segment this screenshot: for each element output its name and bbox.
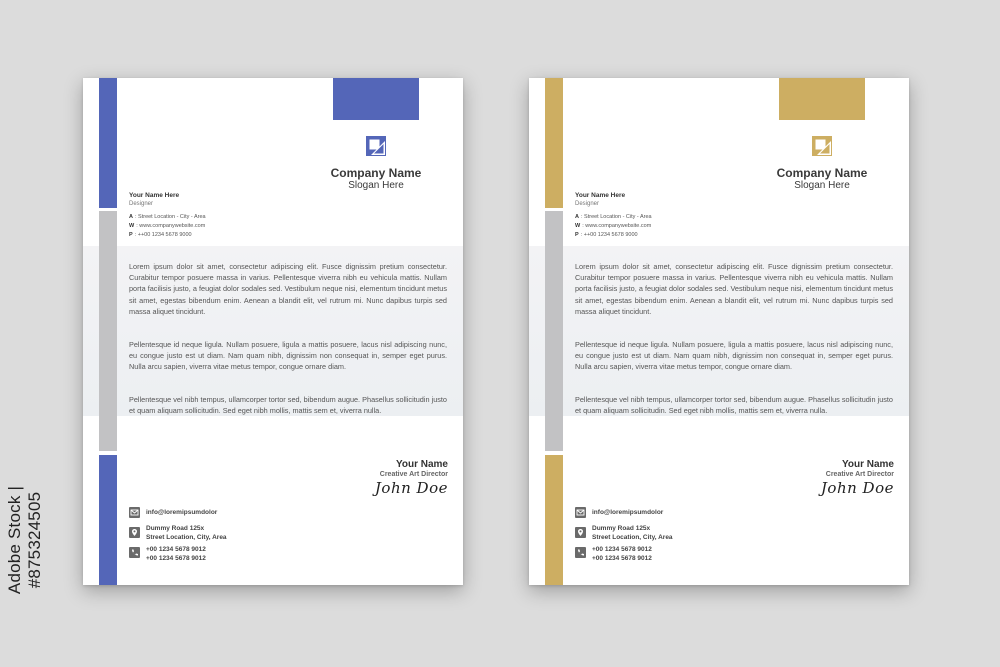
website-value: : www.companywebsite.com — [136, 223, 206, 229]
address-label: A — [129, 214, 133, 220]
phone-label: P — [129, 232, 133, 238]
accent-bar-top — [545, 78, 563, 208]
sender-name: Your Name Here — [129, 192, 180, 199]
phone-number-1: +00 1234 5678 9012 — [146, 546, 206, 553]
address-value: : Street Location - City - Area — [580, 214, 652, 220]
accent-bar-top — [99, 78, 117, 208]
phone-number-1: +00 1234 5678 9012 — [592, 546, 652, 553]
address-line-2: Street Location, City, Area — [146, 534, 227, 541]
sender-address — [129, 214, 206, 220]
phone-icon — [129, 547, 140, 558]
accent-bar-bottom — [545, 455, 563, 585]
phone-value: : ++00 1234 5678 9000 — [134, 232, 192, 238]
phone-number-2: +00 1234 5678 9012 — [146, 555, 206, 562]
handwritten-signature: John Doe — [820, 479, 894, 497]
sender-role: Designer — [575, 201, 600, 207]
phone-icon — [575, 547, 586, 558]
company-slogan: Slogan Here — [348, 180, 404, 191]
company-logo-icon — [365, 135, 387, 157]
contact-phones — [146, 545, 206, 563]
location-pin-icon — [129, 527, 140, 538]
letterhead-blue — [83, 78, 463, 585]
sender-name: Your Name Here — [575, 192, 626, 199]
address-line-2: Street Location, City, Area — [592, 534, 673, 541]
website-label: W — [575, 223, 581, 229]
address-label: A — [575, 214, 579, 220]
contact-email: info@loremipsumdolor — [592, 509, 664, 516]
sender-address — [575, 214, 652, 220]
signatory-title: Creative Art Director — [825, 471, 894, 478]
signatory-title: Creative Art Director — [379, 471, 448, 478]
gray-bar-middle — [545, 211, 563, 451]
letterhead-gold — [529, 78, 909, 585]
header-accent-block — [779, 78, 865, 120]
contact-address — [592, 524, 673, 542]
sender-website — [575, 223, 651, 229]
handwritten-signature: John Doe — [374, 479, 448, 497]
company-name: Company Name — [330, 166, 422, 180]
company-logo-icon — [811, 135, 833, 157]
sender-website — [129, 223, 205, 229]
accent-bar-bottom — [99, 455, 117, 585]
stock-id-watermark: Adobe Stock | #875324505 — [5, 485, 44, 595]
sender-role: Designer — [129, 201, 154, 207]
contact-address — [146, 524, 227, 542]
sender-phone — [575, 232, 638, 238]
mail-icon — [129, 507, 140, 518]
website-value: : www.companywebsite.com — [582, 223, 652, 229]
gray-bar-middle — [99, 211, 117, 451]
header-accent-block — [333, 78, 419, 120]
address-line-1: Dummy Road 125x — [146, 525, 205, 532]
body-paragraph-1: Lorem ipsum dolor sit amet, consectetur adipiscing elit. Fusce dignissim pretium consectetur. Curabitur tempor posuere massa in varius. Pellentesque viverra nibh eu vehicula mattis. Nullam porta facilisis justo, a feugiat dolor sodales sed. Vestibulum neque nisi, elementum tincidunt metus sit amet, egestas bibendum enim. Aenean a blandit elit, vel rutrum mi. Nunc dapibus turpis sed massa aliquet tincidunt. — [575, 262, 893, 316]
company-slogan: Slogan Here — [794, 180, 850, 191]
contact-email: info@loremipsumdolor — [146, 509, 218, 516]
phone-value: : ++00 1234 5678 9000 — [580, 232, 638, 238]
location-pin-icon — [575, 527, 586, 538]
mail-icon — [575, 507, 586, 518]
sender-phone — [129, 232, 192, 238]
address-value: : Street Location - City - Area — [134, 214, 206, 220]
body-paragraph-2: Pellentesque id neque ligula. Nullam posuere, ligula a mattis posuere, lacus nisl adipiscing nunc, eu congue justo est ut diam. Nam quam nibh, dignissim non consequat in, semper eget purus. Nulla arcu sapien, viverra vitae metus tempor, congue ornare diam. — [575, 340, 893, 372]
phone-label: P — [575, 232, 579, 238]
body-paragraph-3: Pellentesque vel nibh tempus, ullamcorper tortor sed, bibendum augue. Phasellus sollicitudin justo et quam aliquam sollicitudin. Sed eget nibh mollis, mattis sem et, viverra nulla. — [575, 395, 893, 416]
body-paragraph-2: Pellentesque id neque ligula. Nullam posuere, ligula a mattis posuere, lacus nisl adipiscing nunc, eu congue justo est ut diam. Nam quam nibh, dignissim non consequat in, semper eget purus. Nulla arcu sapien, viverra vitae metus tempor, congue ornare diam. — [129, 340, 447, 372]
contact-phones — [592, 545, 652, 563]
phone-number-2: +00 1234 5678 9012 — [592, 555, 652, 562]
signatory-name: Your Name — [841, 459, 894, 470]
body-paragraph-1: Lorem ipsum dolor sit amet, consectetur adipiscing elit. Fusce dignissim pretium consectetur. Curabitur tempor posuere massa in varius. Pellentesque viverra nibh eu vehicula mattis. Nullam porta facilisis justo, a feugiat dolor sodales sed. Vestibulum neque nisi, elementum tincidunt metus sit amet, egestas bibendum enim. Aenean a blandit elit, vel rutrum mi. Nunc dapibus turpis sed massa aliquet tincidunt. — [129, 262, 447, 316]
body-paragraph-3: Pellentesque vel nibh tempus, ullamcorper tortor sed, bibendum augue. Phasellus sollicitudin justo et quam aliquam sollicitudin. Sed eget nibh mollis, mattis sem et, viverra nulla. — [129, 395, 447, 416]
company-name: Company Name — [776, 166, 868, 180]
signatory-name: Your Name — [395, 459, 448, 470]
address-line-1: Dummy Road 125x — [592, 525, 651, 532]
website-label: W — [129, 223, 135, 229]
